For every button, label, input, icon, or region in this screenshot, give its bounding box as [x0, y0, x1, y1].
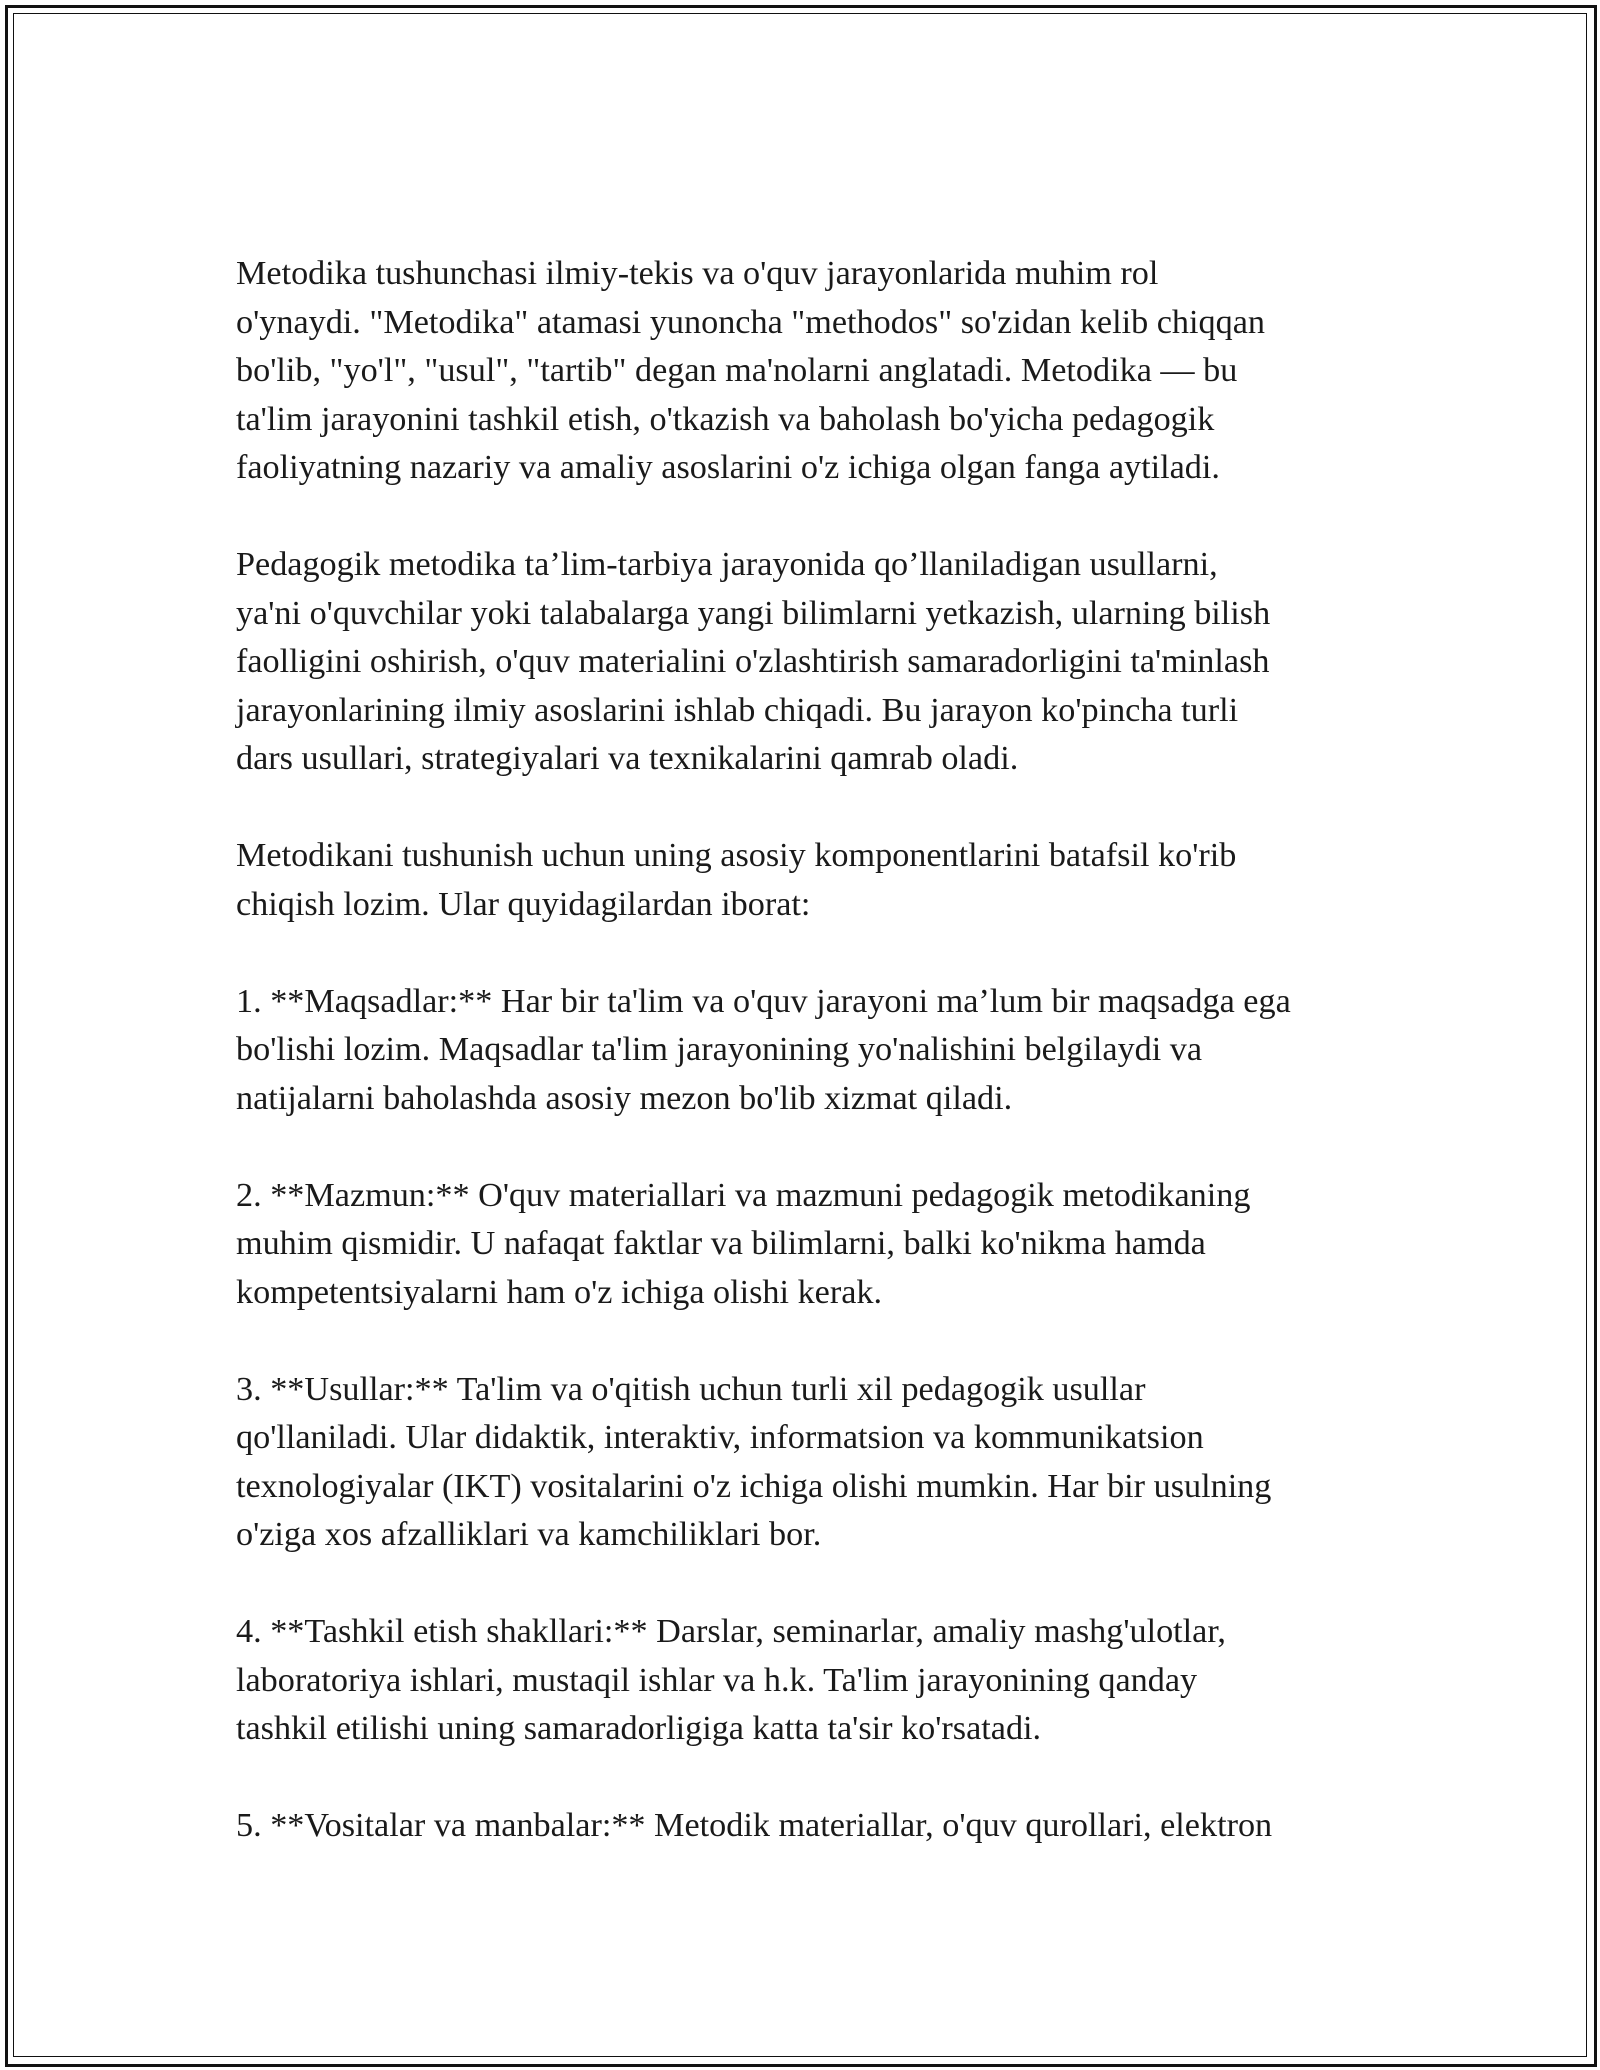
text-line: chiqish lozim. Ular quyidagilardan iborat: [236, 885, 811, 923]
list-item-tashkil-etish-shakllari [236, 1608, 1416, 1754]
text-line: dars usullari, strategiyalari va texnikalarini qamrab oladi. [236, 740, 1019, 777]
text-line: Pedagogik metodika ta’lim-tarbiya jarayonida qo’llaniladigan usullarni, [236, 546, 1218, 583]
text-line: 2. **Mazmun:** O'quv materiallari va mazmuni pedagogik metodikaning [236, 1176, 1251, 1214]
text-line: Metodika tushunchasi ilmiy-tekis va o'quv jarayonlarida muhim rol [236, 255, 1159, 292]
text-line: laboratoriya ishlari, mustaqil ishlar va h.k. Ta'lim jarayonining qanday [236, 1661, 1198, 1699]
text-line: bo'lishi lozim. Maqsadlar ta'lim jarayonining yo'nalishini belgilaydi va [236, 1031, 1203, 1068]
text-line: qo'llaniladi. Ular didaktik, interaktiv, informatsion va kommunikatsion [236, 1419, 1204, 1456]
text-line: Metodikani tushunish uchun uning asosiy komponentlarini batafsil ko'rib [236, 837, 1237, 874]
text-line: 1. **Maqsadlar:** Har bir ta'lim va o'quv jarayoni ma’lum bir maqsadga ega [236, 982, 1291, 1020]
document-body [236, 250, 1416, 1899]
text-line: texnologiyalar (IKT) vositalarini o'z ichiga olishi mumkin. Har bir usulning [236, 1467, 1272, 1505]
text-line: muhim qismidir. U nafaqat faktlar va bilimlarni, balki ko'nikma hamda [236, 1225, 1206, 1262]
text-line: natijalarni baholashda asosiy mezon bo'lib xizmat qiladi. [236, 1079, 1013, 1117]
text-line: jarayonlarining ilmiy asoslarini ishlab chiqadi. Bu jarayon ko'pincha turli [236, 691, 1239, 729]
text-line: faoliyatning nazariy va amaliy asoslarini o'z ichiga olgan fanga aytiladi. [236, 449, 1220, 486]
text-line: o'ziga xos afzalliklari va kamchiliklari bor. [236, 1516, 822, 1553]
list-item-usullar [236, 1366, 1416, 1560]
paragraph-intro [236, 250, 1416, 493]
list-item-vositalar-va-manbalar [236, 1802, 1416, 1851]
text-line: bo'lib, "yo'l", "usul", "tartib" degan ma'nolarni anglatadi. Metodika — bu [236, 352, 1238, 389]
text-line: kompetentsiyalarni ham o'z ichiga olishi kerak. [236, 1273, 883, 1311]
list-item-mazmun [236, 1172, 1416, 1318]
text-line: faolligini oshirish, o'quv materialini o'zlashtirish samaradorligini ta'minlash [236, 643, 1270, 680]
paragraph-pedagogik-metodika [236, 541, 1416, 784]
paragraph-komponentlar-intro [236, 832, 1416, 929]
text-line: o'ynaydi. "Metodika" atamasi yunoncha "methodos" so'zidan kelib chiqqan [236, 303, 1265, 341]
text-line: ta'lim jarayonini tashkil etish, o'tkazish va baholash bo'yicha pedagogik [236, 400, 1215, 438]
text-line: tashkil etilishi uning samaradorligiga katta ta'sir ko'rsatadi. [236, 1710, 1042, 1747]
text-line: ya'ni o'quvchilar yoki talabalarga yangi bilimlarni yetkazish, ularning bilish [236, 594, 1271, 632]
text-line: 4. **Tashkil etish shakllari:** Darslar, seminarlar, amaliy mashg'ulotlar, [236, 1613, 1226, 1650]
list-item-maqsadlar [236, 978, 1416, 1124]
text-line: 3. **Usullar:** Ta'lim va o'qitish uchun turli xil pedagogik usullar [236, 1370, 1146, 1408]
text-line: 5. **Vositalar va manbalar:** Metodik materiallar, o'quv qurollari, elektron [236, 1807, 1273, 1844]
